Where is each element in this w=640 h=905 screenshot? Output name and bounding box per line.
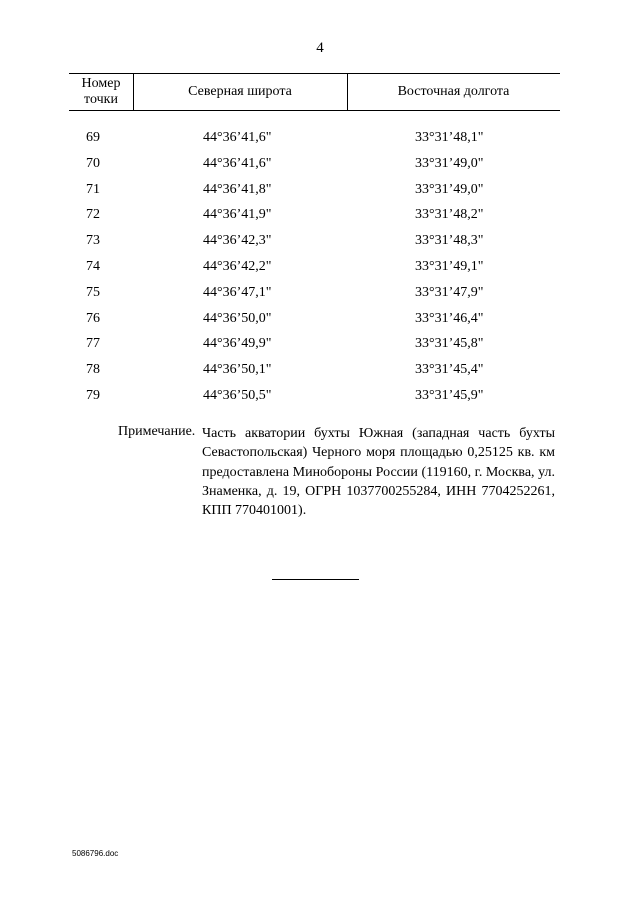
point-number-cell: 72 [86, 207, 100, 223]
latitude-cell: 44°36’42,3" [203, 233, 272, 249]
table-row [0, 336, 640, 362]
longitude-cell: 33°31’49,1" [415, 258, 484, 274]
table-row [0, 311, 640, 337]
longitude-cell: 33°31’49,0" [415, 155, 484, 171]
latitude-cell: 44°36’41,9" [203, 207, 272, 223]
point-number-cell: 69 [86, 130, 100, 145]
point-number-cell: 74 [86, 258, 100, 274]
longitude-cell: 33°31’48,2" [415, 207, 484, 223]
latitude-cell: 44°36’41,6" [203, 130, 272, 145]
table-top-border [69, 73, 560, 74]
latitude-cell: 44°36’50,0" [203, 310, 272, 326]
page-number: 4 [316, 40, 324, 56]
table-row [0, 362, 640, 388]
latitude-cell: 44°36’50,1" [203, 362, 272, 378]
latitude-cell: 44°36’41,6" [203, 155, 272, 171]
longitude-cell: 33°31’47,9" [415, 284, 484, 300]
table-row [0, 233, 640, 259]
longitude-cell: 33°31’48,1" [415, 130, 484, 145]
longitude-cell: 33°31’49,0" [415, 181, 484, 197]
latitude-cell: 44°36’49,9" [203, 336, 272, 352]
longitude-cell: 33°31’45,9" [415, 387, 484, 403]
point-number-cell: 78 [86, 362, 100, 378]
point-number-cell: 73 [86, 233, 100, 249]
table-body [0, 130, 640, 414]
note-label: Примечание. [118, 424, 196, 439]
latitude-cell: 44°36’47,1" [203, 284, 272, 300]
table-row [0, 130, 640, 156]
longitude-cell: 33°31’45,4" [415, 362, 484, 378]
table-row [0, 207, 640, 233]
file-name-footer: 5086796.doc [72, 849, 119, 858]
point-number-cell: 76 [86, 310, 100, 326]
table-row [0, 259, 640, 285]
table-row [0, 182, 640, 208]
point-number-cell: 77 [86, 336, 100, 352]
latitude-cell: 44°36’42,2" [203, 258, 272, 274]
note-text: Часть акватории бухты Южная (западная часть бухты Севастопольская) Черного моря площадью 0,25125 кв. км предоставлена Минобороны России (119160, г. Москва, ул. Знаменка, д. 19, ОГРН 1037700255284, ИНН 7704252261, КПП 770401001). [202, 426, 555, 519]
longitude-cell: 33°31’46,4" [415, 310, 484, 326]
point-number-cell: 71 [86, 181, 100, 197]
point-number-cell: 75 [86, 284, 100, 300]
point-number-cell: 79 [86, 387, 100, 403]
table-row [0, 285, 640, 311]
table-row [0, 388, 640, 414]
end-rule [272, 579, 359, 580]
header-north-latitude: Северная широта [188, 84, 292, 99]
header-east-longitude: Восточная долгота [397, 84, 510, 99]
header-point-number: Номер точки [81, 76, 121, 107]
table-row [0, 156, 640, 182]
point-number-cell: 70 [86, 155, 100, 171]
latitude-cell: 44°36’50,5" [203, 387, 272, 403]
table-header-border [69, 110, 560, 111]
longitude-cell: 33°31’48,3" [415, 233, 484, 249]
longitude-cell: 33°31’45,8" [415, 336, 484, 352]
latitude-cell: 44°36’41,8" [203, 181, 272, 197]
